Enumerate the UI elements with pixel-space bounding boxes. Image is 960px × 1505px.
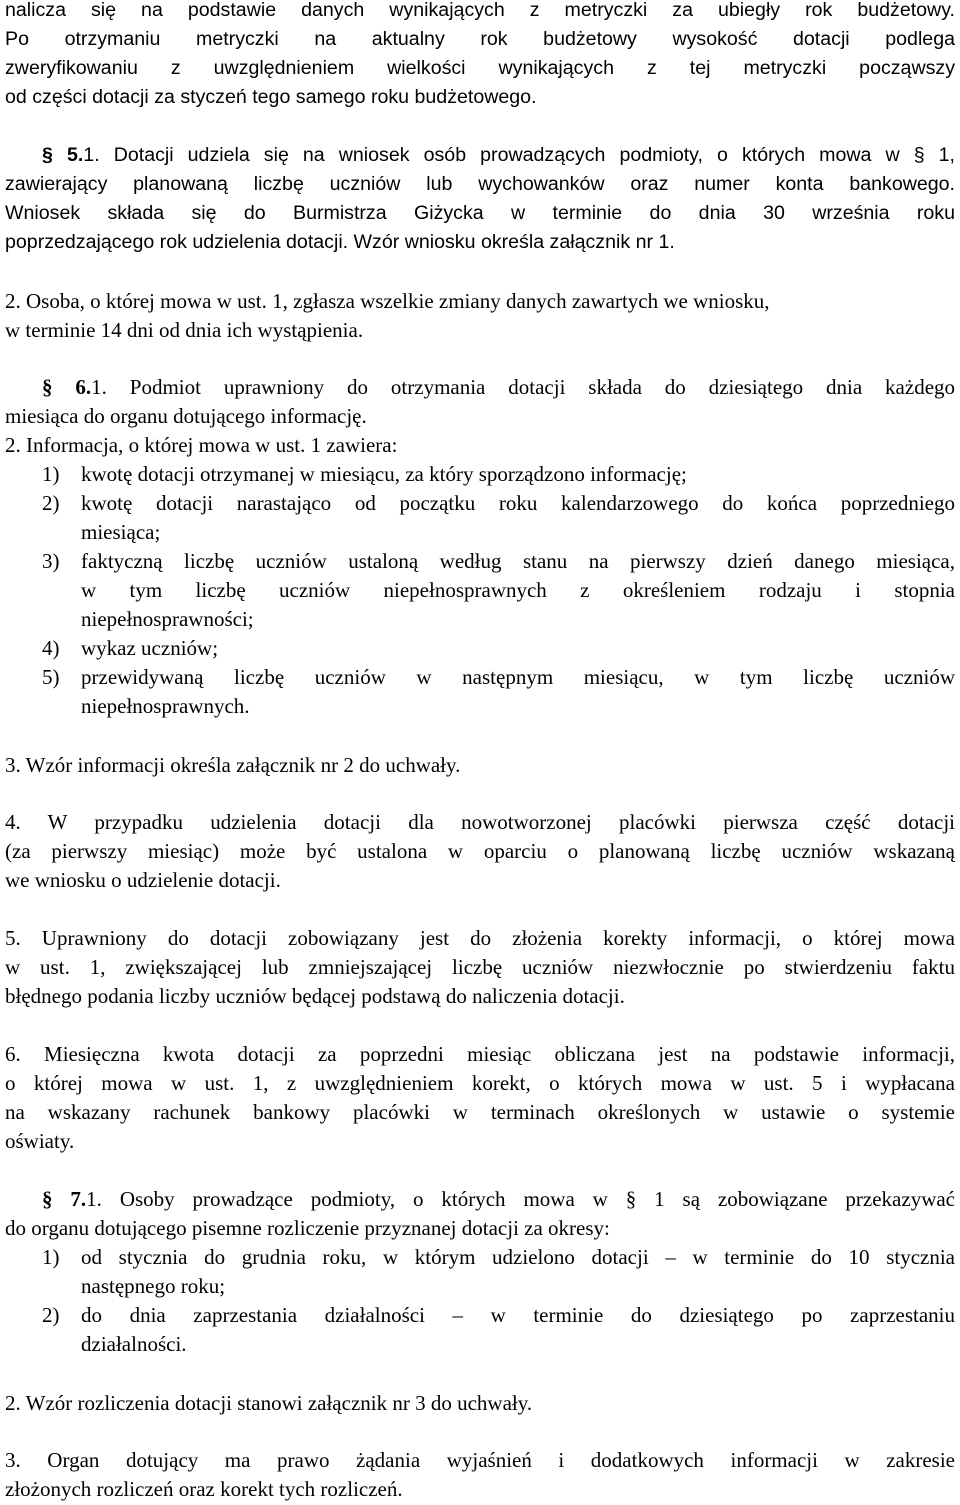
list-item-text: miesiąca; [81,520,161,544]
section-6-paragraph-6: o której mowa w ust. 1, z uwzględnieniem korekt, o których mowa w ust. 5 i wypłacana [5,1071,955,1095]
list-number: 2) [42,1303,60,1327]
section-6-num: 1. [91,375,107,399]
section-5-paragraph-2: w terminie 14 dni od dnia ich wystąpienia. [5,318,364,342]
intro-line: nalicza się na podstawie danych wynikających z metryczki za ubiegły rok budżetowy. [5,0,955,21]
intro-line: Po otrzymaniu metryczki na aktualny rok budżetowy wysokość dotacji podlega [5,28,955,50]
section-6-line: miesiąca do organu dotującego informację. [5,404,367,428]
section-7-paragraph-2: 2. Wzór rozliczenia dotacji stanowi załącznik nr 3 do uchwały. [5,1391,533,1415]
intro-line: zweryfikowaniu z uwzględnieniem wielkości wynikających z tej metryczki począwszy [5,57,955,79]
section-6-paragraph-5: błędnego podania liczby uczniów będącej podstawą do naliczenia dotacji. [5,984,625,1008]
intro-line: od części dotacji za styczeń tego samego roku budżetowego. [5,86,537,108]
section-6-paragraph-5: w ust. 1, zwiększającej lub zmniejszającej liczbę uczniów niezwłocznie po stwierdzeniu faktu [5,955,955,979]
list-item-text: przewidywaną liczbę uczniów w następnym miesiącu, w tym liczbę uczniów [81,665,955,689]
section-5-line: zawierający planowaną liczbę uczniów lub wychowanków oraz numer konta bankowego. [5,173,955,195]
list-number: 3) [42,549,60,573]
list-item-text: działalności. [81,1332,187,1356]
list-item-text: kwotę dotacji narastająco od początku roku kalendarzowego do końca poprzedniego [81,491,955,515]
section-7-line: do organu dotującego pisemne rozliczenie przyznanej dotacji za okresy: [5,1216,610,1240]
section-5-line: poprzedzającego rok udzielenia dotacji. Wzór wniosku określa załącznik nr 1. [5,231,675,253]
section-7-num: 1. [86,1187,102,1211]
section-6-paragraph-6: oświaty. [5,1129,75,1153]
section-6-paragraph-4: 4. W przypadku udzielenia dotacji dla nowotworzonej placówki pierwsza część dotacji [5,810,955,834]
list-item-text: faktyczną liczbę uczniów ustaloną według stanu na pierwszy dzień danego miesiąca, [81,549,955,573]
section-7-paragraph-3: złożonych rozliczeń oraz korekt tych rozliczeń. [5,1477,403,1501]
section-6-paragraph-4: (za pierwszy miesiąc) może być ustalona w oparciu o planowaną liczbę uczniów wskazaną [5,839,955,863]
section-5-num: 1. [83,144,100,166]
section-5-paragraph-2: 2. Osoba, o której mowa w ust. 1, zgłasza wszelkie zmiany danych zawartych we wniosku, [5,289,770,313]
list-item-text: następnego roku; [81,1274,226,1298]
section-7-paragraph-3: 3. Organ dotujący ma prawo żądania wyjaśnień i dodatkowych informacji w zakresie [5,1448,955,1472]
list-item-text: w tym liczbę uczniów niepełnosprawnych z określeniem rodzaju i stopnia [81,578,955,602]
section-6-paragraph-5: 5. Uprawniony do dotacji zobowiązany jest do złożenia korekty informacji, o której mowa [5,926,955,950]
section-6-paragraph-2: 2. Informacja, o której mowa w ust. 1 zawiera: [5,433,398,457]
list-number: 1) [42,1245,60,1269]
list-item-text: wykaz uczniów; [81,636,219,660]
section-6-text: Podmiot uprawniony do otrzymania dotacji składa do dziesiątego dnia każdego [129,375,956,399]
section-5-mark: § 5. [42,144,84,166]
list-number: 5) [42,665,60,689]
list-item-text: kwotę dotacji otrzymanej w miesiącu, za który sporządzono informację; [81,462,687,486]
section-7-mark: § 7. [42,1187,87,1211]
list-number: 2) [42,491,60,515]
section-6-paragraph-6: na wskazany rachunek bankowy placówki w terminach określonych w ustawie o systemie [5,1100,955,1124]
section-6-paragraph-3: 3. Wzór informacji określa załącznik nr 2 do uchwały. [5,753,461,777]
list-item-text: niepełnosprawności; [81,607,254,631]
list-number: 4) [42,636,60,660]
section-5-text: Dotacji udziela się na wniosek osób prowadzących podmioty, o których mowa w § 1, [113,144,955,166]
list-item-text: niepełnosprawnych. [81,694,250,718]
section-6-paragraph-6: 6. Miesięczna kwota dotacji za poprzedni miesiąc obliczana jest na podstawie informacji, [5,1042,955,1066]
section-7-text: Osoby prowadzące podmioty, o których mowa w § 1 są zobowiązane przekazywać [119,1187,956,1211]
section-6-mark: § 6. [42,375,92,399]
section-5-first-line [42,141,955,170]
section-7-first-line [42,1185,955,1214]
section-5-line: Wniosek składa się do Burmistrza Giżycka w terminie do dnia 30 września roku [5,202,955,224]
list-item-text: od stycznia do grudnia roku, w którym udzielono dotacji – w terminie do 10 stycznia [81,1245,955,1269]
list-item-text: do dnia zaprzestania działalności – w terminie do dziesiątego po zaprzestaniu [81,1303,955,1327]
section-6-first-line [42,373,955,402]
list-number: 1) [42,462,60,486]
section-6-paragraph-4: we wniosku o udzielenie dotacji. [5,868,281,892]
